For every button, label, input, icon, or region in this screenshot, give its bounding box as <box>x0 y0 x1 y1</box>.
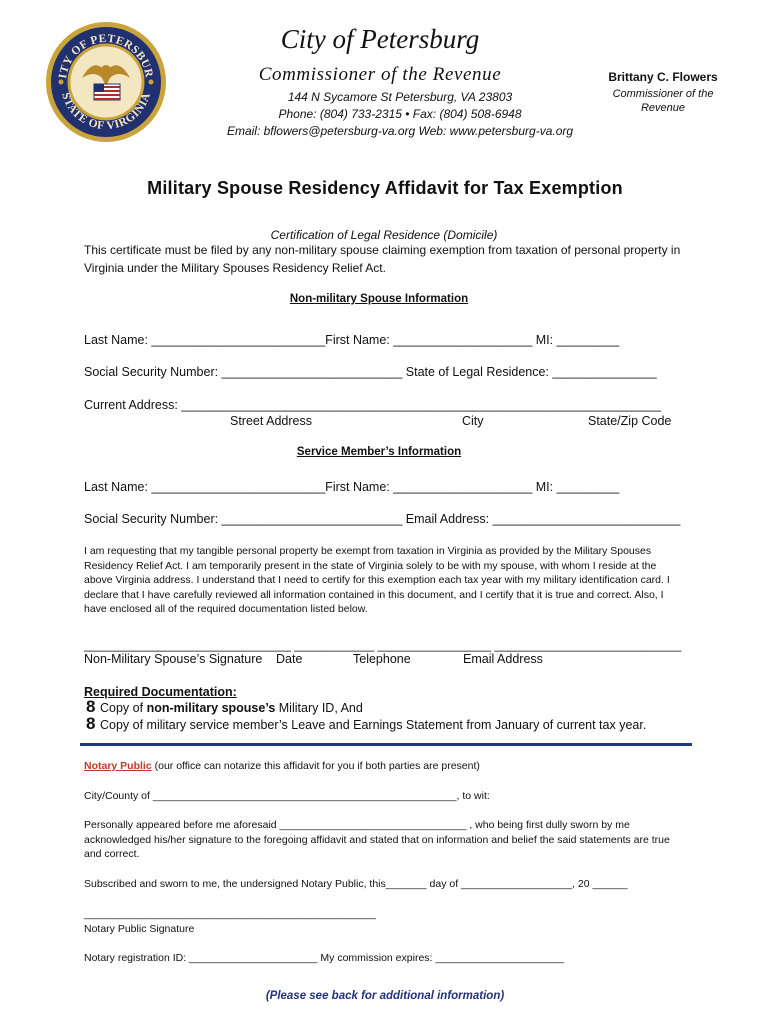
required-doc-item-1: 8 Copy of non-military spouse’s Military ID, And <box>86 697 363 716</box>
form-title: Military Spouse Residency Affidavit for Tax Exemption <box>147 178 623 198</box>
checklist-bullet-icon: 8 <box>86 714 96 733</box>
required-docs-heading: Required Documentation: <box>84 685 237 699</box>
date-label: Date <box>276 652 303 666</box>
member-ssn-email-field[interactable]: Social Security Number: __________________________ Email Address: ___________________________ <box>84 512 681 526</box>
notary-signature-label: Notary Public Signature <box>84 923 195 935</box>
spouse-signature-label: Non-Military Spouse’s Signature <box>84 652 263 666</box>
office-email-web: Email: bflowers@petersburg-va.org Web: www.petersburg-va.org <box>226 124 574 138</box>
notary-registration-field[interactable]: Notary registration ID: ______________________ My commission expires: ______________________ <box>84 952 564 964</box>
telephone-label: Telephone <box>353 652 411 666</box>
commissioner-name: Brittany C. Flowers <box>608 70 718 84</box>
office-address: 144 N Sycamore St Petersburg, VA 23803 <box>287 90 513 104</box>
current-address-field[interactable]: Current Address: _____________________________________________________________________ <box>84 398 661 412</box>
svg-text:CITY OF PETERSBURG: ITY OF PETERSBUR <box>57 32 155 80</box>
email-address-label: Email Address <box>463 652 543 666</box>
spouse-ssn-residence-field[interactable]: Social Security Number: __________________________ State of Legal Residence: _______________ <box>84 365 657 379</box>
member-section-heading: Service Member’s Information <box>296 446 462 458</box>
spouse-name-field[interactable]: Last Name: _________________________First Name: ____________________ MI: _________ <box>84 333 620 347</box>
spouse-section-heading: Non-military Spouse Information <box>289 293 469 305</box>
office-phone-fax: Phone: (804) 733-2315 • Fax: (804) 508-6948 <box>278 107 522 121</box>
city-seal-logo <box>44 20 168 144</box>
office-name: Commissioner of the Revenue <box>258 64 502 85</box>
city-label: City <box>462 414 484 428</box>
intro-line-2: Virginia under the Military Spouses Residency Relief Act. <box>84 261 386 275</box>
notary-appearance-text[interactable]: Personally appeared before me aforesaid ________________________________ , who being first dully sworn by me acknowledged his/her signature to the foregoing affidavit and stated that on information and belief the said statements are true and correct. <box>84 819 670 860</box>
required-doc-item-2: 8 Copy of military service member’s Leave and Earnings Statement from January of current tax year. <box>86 714 647 733</box>
notary-signature-line[interactable]: __________________________________________________ <box>84 908 376 920</box>
notary-heading: Notary Public (our office can notarize this affidavit for you if both parties are present) <box>84 760 480 772</box>
cert-heading: Certification of Legal Residence (Domicile) <box>270 228 498 242</box>
notary-city-county-field[interactable]: City/County of ____________________________________________________, to wit: <box>84 790 490 802</box>
checklist-bullet-icon: 8 <box>86 697 96 716</box>
section-divider <box>80 743 692 746</box>
footer-note: (Please see back for additional information) <box>265 990 505 1002</box>
signature-lines[interactable]: _______________________________ ____________ _________________ ____________________________ <box>84 638 682 652</box>
member-name-field[interactable]: Last Name: _________________________First Name: ____________________ MI: _________ <box>84 480 620 494</box>
commissioner-title: Commissioner of the Revenue <box>612 88 714 114</box>
statement-paragraph: I am requesting that my tangible personal property be exempt from taxation in Virginia as provided by the Military Spouses Residency Relief Act. I am temporarily present in the state of Virginia solely to be with my spouse, with whom I reside at the above Virginia address. I understand that I need to certify for this exemption each tax year with my military identification card. I declare that I have carefully reviewed all information contained in this document, and I certify that it is true and correct. Also, I have enclosed all of the required documentation listed below. <box>84 545 670 615</box>
svg-text:STATE OF VIRGINIA: STATE OF VIRGINIA <box>59 91 153 133</box>
state-zip-label: State/Zip Code <box>588 414 672 428</box>
intro-line-1: This certificate must be filed by any non-military spouse claiming exemption from taxation of personal property in <box>84 243 681 257</box>
notary-sworn-field[interactable]: Subscribed and sworn to me, the undersigned Notary Public, this_______ day of ___________________, 20 ______ <box>84 878 628 890</box>
street-address-label: Street Address <box>230 414 312 428</box>
city-title: City of Petersburg <box>280 24 480 54</box>
